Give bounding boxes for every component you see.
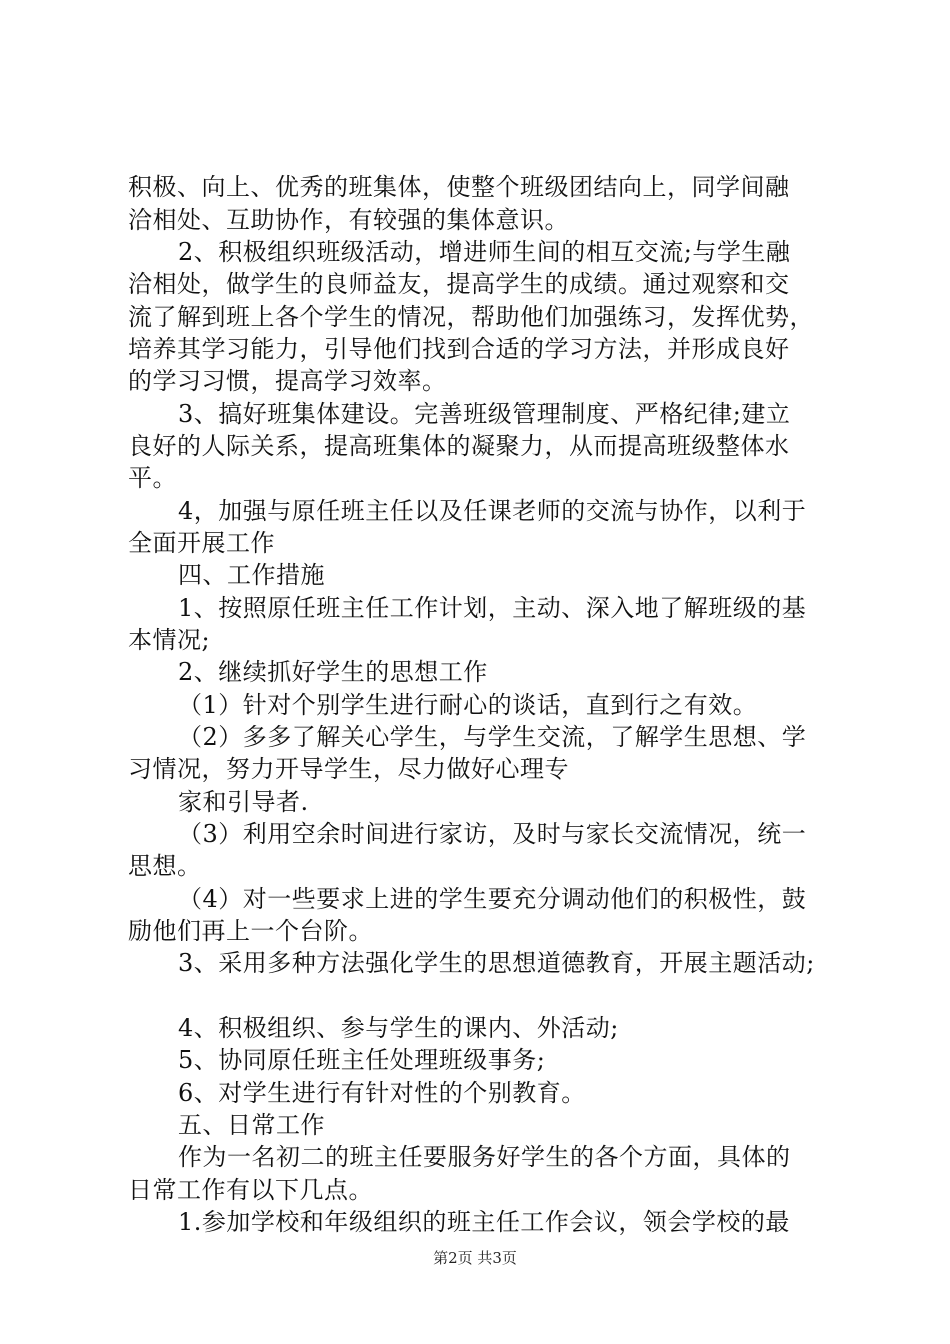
text-line: （4）对一些要求上进的学生要充分调动他们的积极性，鼓 bbox=[178, 885, 807, 913]
text-line: （1）针对个别学生进行耐心的谈话，直到行之有效。 bbox=[178, 691, 758, 719]
text-line: 良好的人际关系，提高班集体的凝聚力，从而提高班级整体水 bbox=[128, 432, 790, 460]
text-line: 2、继续抓好学生的思想工作 bbox=[178, 658, 488, 686]
text-line: （2）多多了解关心学生，与学生交流，了解学生思想、学 bbox=[178, 723, 807, 751]
text-line: 6、对学生进行有针对性的个别教育。 bbox=[178, 1079, 586, 1107]
text-line: 流了解到班上各个学生的情况，帮助他们加强练习，发挥优势， bbox=[128, 303, 814, 331]
text-line: 平。 bbox=[128, 464, 177, 492]
text-line: 3、采用多种方法强化学生的思想道德教育，开展主题活动; bbox=[178, 949, 815, 977]
text-line: 1、按照原任班主任工作计划，主动、深入地了解班级的基 bbox=[178, 594, 807, 622]
text-line: （3）利用空余时间进行家访，及时与家长交流情况，统一 bbox=[178, 820, 807, 848]
text-line: 积极、向上、优秀的班集体，使整个班级团结向上，同学间融 bbox=[128, 173, 790, 201]
page-number-footer: 第2页 共3页 bbox=[433, 1249, 517, 1267]
text-line: 的学习习惯，提高学习效率。 bbox=[128, 367, 447, 395]
text-line: 习情况，努力开导学生，尽力做好心理专 bbox=[128, 755, 569, 783]
text-line: 励他们再上一个台阶。 bbox=[128, 917, 373, 945]
text-line: 5、协同原任班主任处理班级事务; bbox=[178, 1046, 546, 1074]
text-line: 4、积极组织、参与学生的课内、外活动; bbox=[178, 1014, 619, 1042]
text-line: 洽相处、互助协作，有较强的集体意识。 bbox=[128, 206, 569, 234]
text-line: 思想。 bbox=[128, 852, 202, 880]
text-line: 培养其学习能力，引导他们找到合适的学习方法，并形成良好 bbox=[128, 335, 790, 363]
text-line: 3、搞好班集体建设。完善班级管理制度、严格纪律;建立 bbox=[178, 400, 791, 428]
text-line: 家和引导者. bbox=[178, 788, 309, 816]
text-line: 作为一名初二的班主任要服务好学生的各个方面，具体的 bbox=[178, 1143, 791, 1171]
text-line: 1.参加学校和年级组织的班主任工作会议，领会学校的最 bbox=[178, 1208, 790, 1236]
section-heading: 四、工作措施 bbox=[178, 561, 325, 589]
text-line: 全面开展工作 bbox=[128, 529, 275, 557]
section-heading: 五、日常工作 bbox=[178, 1111, 325, 1139]
text-line: 日常工作有以下几点。 bbox=[128, 1176, 373, 1204]
text-line: 洽相处，做学生的良师益友，提高学生的成绩。通过观察和交 bbox=[128, 270, 790, 298]
text-line: 本情况; bbox=[128, 626, 211, 654]
text-line: 4，加强与原任班主任以及任课老师的交流与协作，以利于 bbox=[178, 497, 807, 525]
text-line: 2、积极组织班级活动，增进师生间的相互交流;与学生融 bbox=[178, 238, 791, 266]
